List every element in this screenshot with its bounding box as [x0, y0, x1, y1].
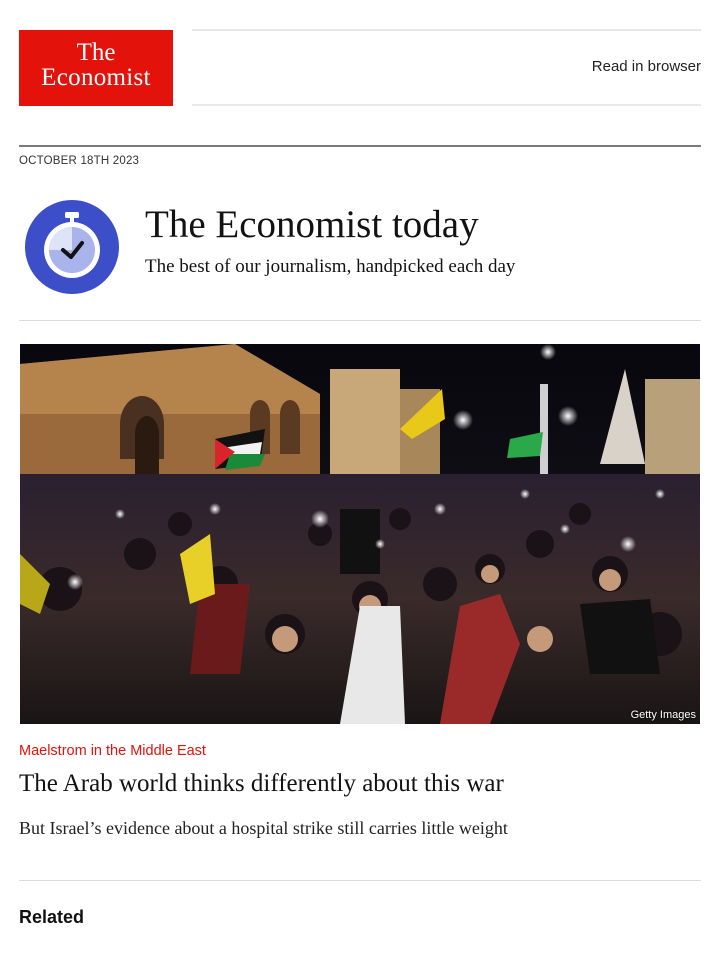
newsletter-title: The Economist today [145, 203, 479, 246]
image-credit: Getty Images [630, 709, 696, 721]
issue-date: OCTOBER 18TH 2023 [19, 155, 140, 167]
header-top-divider [192, 29, 701, 31]
read-in-browser-link[interactable]: Read in browser [591, 58, 701, 75]
article-rubric: But Israel’s evidence about a hospital strike still carries little weight [19, 818, 508, 838]
stopwatch-icon [24, 199, 120, 295]
newsletter-subtitle: The best of our journalism, handpicked each day [145, 256, 516, 277]
logo-line-1: The [76, 39, 116, 66]
date-rule [19, 145, 701, 147]
logo-line-2: Economist [41, 64, 151, 91]
related-heading: Related [19, 907, 85, 927]
section-divider [19, 320, 701, 321]
related-divider [19, 880, 701, 881]
crowd-photo-illustration [20, 344, 700, 724]
header-bottom-divider [192, 104, 701, 106]
article-photo[interactable] [20, 344, 700, 724]
article-kicker[interactable]: Maelstrom in the Middle East [19, 743, 206, 759]
article-headline[interactable]: The Arab world thinks differently about this war [19, 770, 504, 797]
economist-logo[interactable] [19, 30, 173, 106]
